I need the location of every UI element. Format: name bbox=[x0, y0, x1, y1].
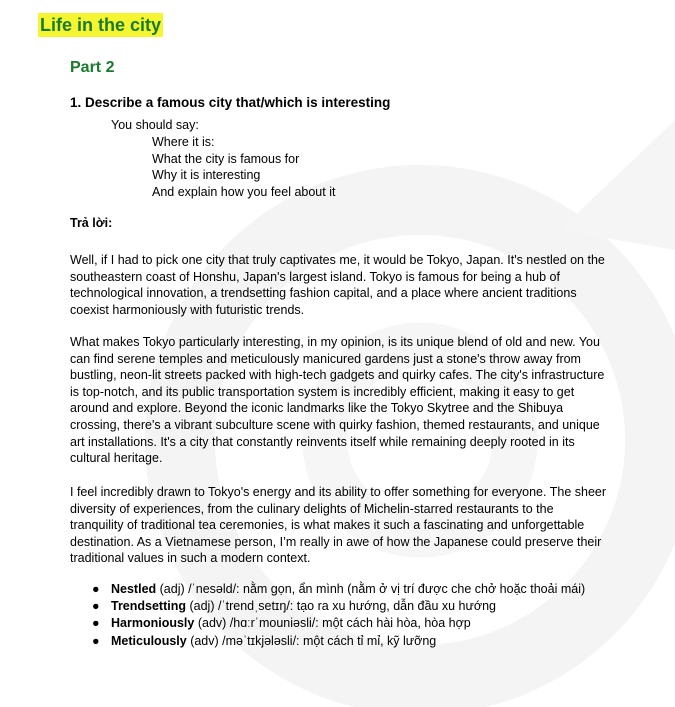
vocabulary-item bbox=[92, 615, 585, 632]
part-heading: Part 2 bbox=[70, 59, 115, 76]
bullet-icon: ● bbox=[92, 633, 100, 648]
vocab-term: Trendsetting bbox=[111, 599, 187, 614]
vocab-definition: (adv) /hɑːrˈmouniəsli/: một cách hài hòa, hòa hợp bbox=[194, 616, 471, 631]
bullet-icon: ● bbox=[92, 582, 100, 596]
cue-card-intro: You should say: bbox=[111, 118, 199, 132]
vocabulary-item bbox=[92, 598, 585, 615]
page-title: Life in the city bbox=[40, 15, 162, 35]
question-heading: 1. Describe a famous city that/which is interesting bbox=[70, 95, 391, 110]
vocab-definition: (adj) /ˈtrendˌsetɪŋ/: tạo ra xu hướng, dẫn đầu xu hướng bbox=[186, 599, 496, 614]
vocab-term: Nestled bbox=[111, 582, 157, 596]
answer-paragraph-2: What makes Tokyo particularly interesting, in my opinion, is its unique blend of old and new. You can find serene temples and meticulously manicured gardens just a stone's throw away from bustling, neon-lit streets packed with high-tech gadgets and quirky cafes. The city's infrastructure is top-notch, and its public transportation system is incredibly efficient, making it easy to get around and explore. Beyond the iconic landmarks like the Tokyo Skytree and the Shibuya crossing, there's a vibrant subculture scene with quirky fashion, themed restaurants, and unique art installations. It's a city that constantly reinvents itself while remaining deeply rooted in its cultural heritage. bbox=[70, 335, 605, 466]
cue-item: What the city is famous for bbox=[152, 151, 300, 166]
cue-item: Where it is: bbox=[152, 135, 215, 149]
vocab-definition: (adv) /məˈtɪkjələsli/: một cách tỉ mỉ, kỹ lưỡng bbox=[186, 633, 437, 648]
vocabulary-item bbox=[92, 633, 585, 650]
bullet-icon: ● bbox=[92, 616, 100, 631]
vocab-term: Harmoniously bbox=[111, 616, 195, 631]
vocabulary-list bbox=[92, 581, 585, 650]
answer-paragraph-1: Well, if I had to pick one city that truly captivates me, it would be Tokyo, Japan. It's nestled on the southeastern coast of Honshu, Japan's largest island. Tokyo is famous for being a hub of technological innovation, a trendsetting fashion capital, and a place where ancient traditions coexist harmoniously with futuristic trends. bbox=[70, 253, 605, 317]
vocabulary-item bbox=[92, 581, 585, 598]
cue-card-list bbox=[152, 134, 335, 200]
answer-paragraph-3: I feel incredibly drawn to Tokyo's energy and its ability to offer something for everyone. The sheer diversity of experiences, from the culinary delights of Michelin-starred restaurants to the tranquility of traditional tea ceremonies, is what makes it such a fascinating and unforgettable destination. As a Vietnamese person, I’m really in awe of how the Japanese could preserve their traditional values in such a modern context. bbox=[70, 485, 607, 566]
bullet-icon: ● bbox=[92, 599, 100, 614]
answer-label: Trả lời: bbox=[70, 216, 113, 230]
vocab-term: Meticulously bbox=[111, 633, 187, 648]
vocab-definition: (adj) /ˈnesəld/: nằm gọn, ẩn mình (nằm ở vị trí được che chở hoặc thoải mái) bbox=[156, 582, 586, 596]
cue-item: Why it is interesting bbox=[152, 168, 261, 183]
cue-item: And explain how you feel about it bbox=[152, 184, 336, 199]
